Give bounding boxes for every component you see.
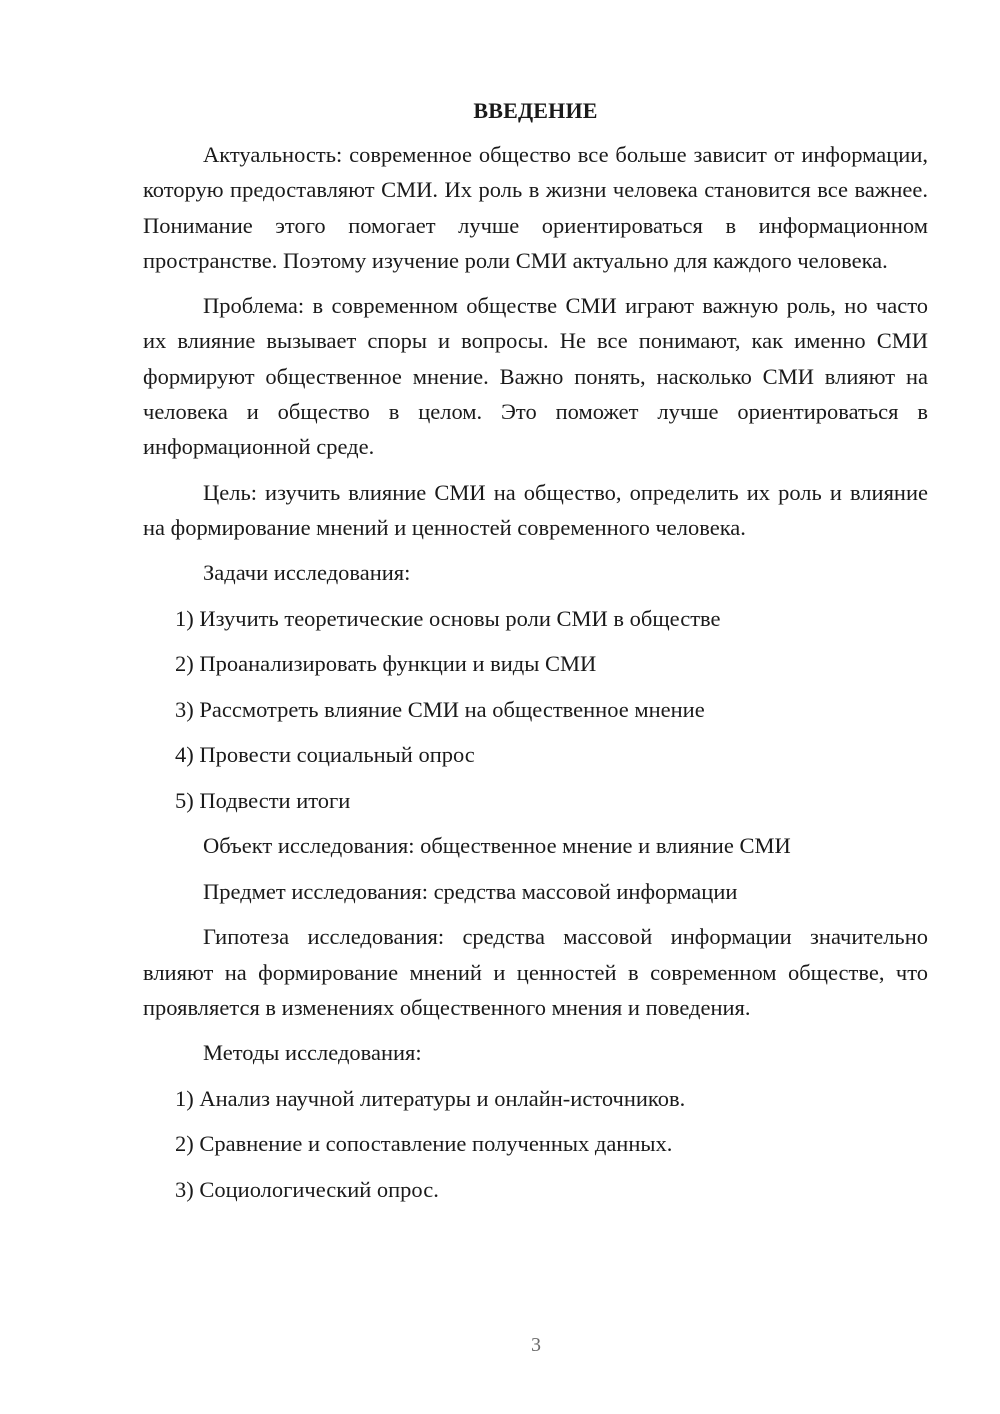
task-item: 4) Провести социальный опрос <box>175 742 475 768</box>
methods-heading: Методы исследования: <box>203 1040 422 1066</box>
problem-paragraph: Проблема: в современном обществе СМИ играют важную роль, но часто их влияние вызывает споры и вопросы. Не все понимают, как именно СМИ формируют общественное мнение. Важно понять, насколько СМИ влияют на человека и общество в целом. Это поможет лучше ориентироваться в информационной среде. <box>143 293 928 460</box>
relevance-paragraph: Актуальность: современное общество все больше зависит от информации, которую предоставляют СМИ. Их роль в жизни человека становится все важнее. Понимание этого помогает лучше ориентироваться в информационном пространстве. Поэтому изучение роли СМИ актуально для каждого человека. <box>143 142 928 273</box>
task-item: 2) Проанализировать функции и виды СМИ <box>175 651 597 677</box>
research-subject: Предмет исследования: средства массовой информации <box>203 878 738 904</box>
task-item: 5) Подвести итоги <box>175 787 351 813</box>
method-item: 1) Анализ научной литературы и онлайн-источников. <box>175 1085 686 1111</box>
research-object: Объект исследования: общественное мнение и влияние СМИ <box>203 833 791 859</box>
section-title: ВВЕДЕНИЕ <box>473 98 598 123</box>
hypothesis-paragraph: Гипотеза исследования: средства массовой информации значительно влияют на формирование мнений и ценностей в современном обществе, что проявляется в изменениях общественного мнения и поведения. <box>143 924 928 1020</box>
page-number: 3 <box>531 1334 541 1356</box>
method-item: 3) Социологический опрос. <box>175 1176 439 1202</box>
task-item: 3) Рассмотреть влияние СМИ на общественное мнение <box>175 696 705 722</box>
goal-paragraph: Цель: изучить влияние СМИ на общество, определить их роль и влияние на формирование мнений и ценностей современного человека. <box>143 479 928 540</box>
document-page <box>143 96 928 1217</box>
method-item: 2) Сравнение и сопоставление полученных данных. <box>175 1131 673 1157</box>
task-item: 1) Изучить теоретические основы роли СМИ в обществе <box>175 605 721 631</box>
tasks-heading: Задачи исследования: <box>203 560 411 586</box>
